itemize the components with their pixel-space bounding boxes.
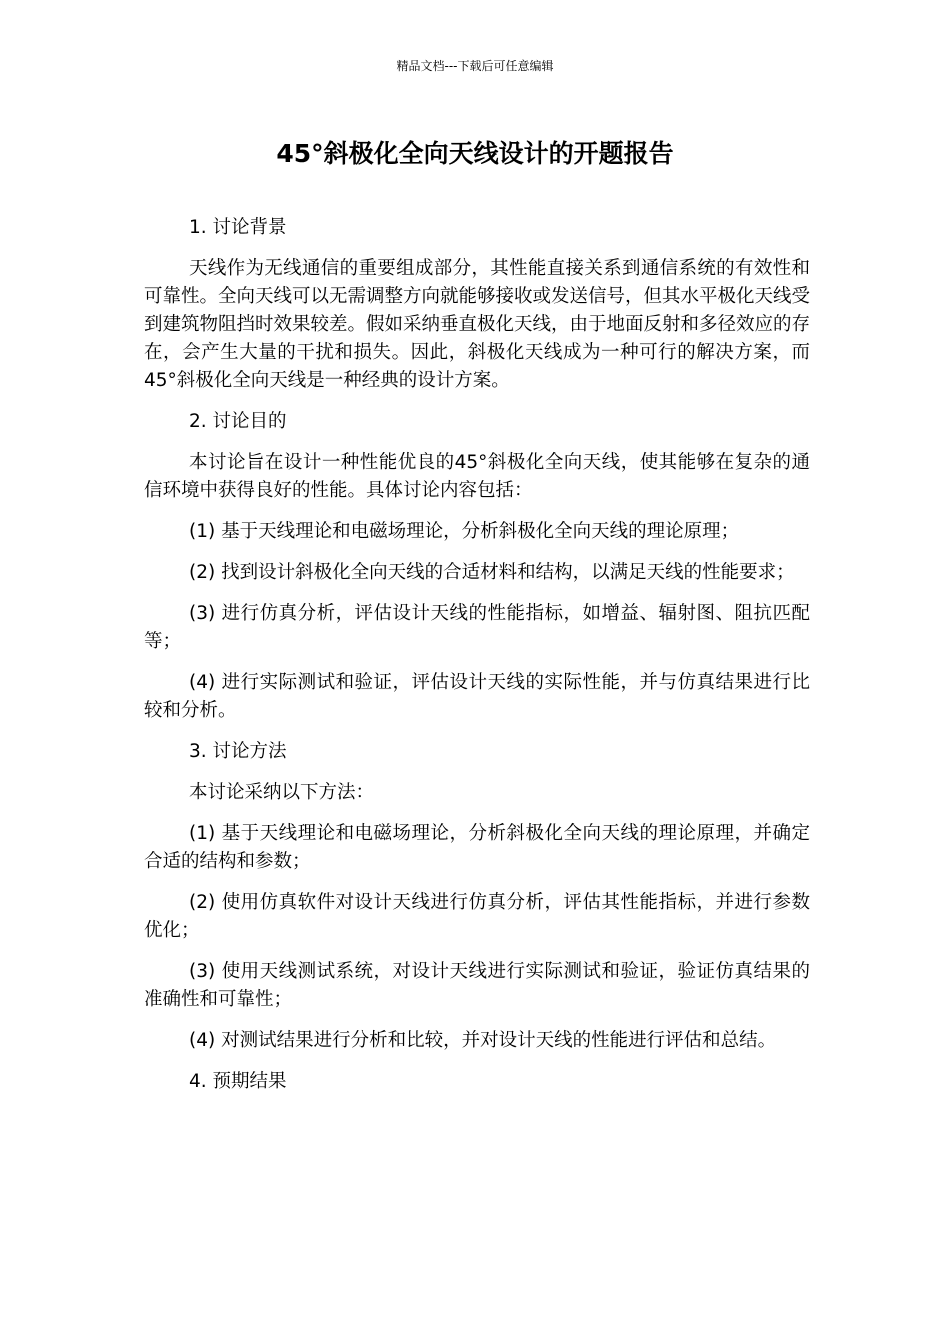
list-item-purpose-3: (3) 进行仿真分析，评估设计天线的性能指标，如增益、辐射图、阻抗匹配等； <box>144 603 810 652</box>
paragraph-purpose-intro: 本讨论旨在设计一种性能优良的45°斜极化全向天线，使其能够在复杂的通信环境中获得良好的性能。具体讨论内容包括： <box>144 452 810 501</box>
list-item-method-2: (2) 使用仿真软件对设计天线进行仿真分析，评估其性能指标，并进行参数优化； <box>144 892 810 941</box>
section-heading-expected-results: 4. 预期结果 <box>189 1071 287 1092</box>
header-note: 精品文档---下载后可任意编辑 <box>396 59 554 73</box>
list-item-method-1: (1) 基于天线理论和电磁场理论，分析斜极化全向天线的理论原理，并确定合适的结构和参数； <box>144 823 810 872</box>
list-item-purpose-4: (4) 进行实际测试和验证，评估设计天线的实际性能，并与仿真结果进行比较和分析。 <box>144 672 810 721</box>
paragraph-background: 天线作为无线通信的重要组成部分，其性能直接关系到通信系统的有效性和可靠性。全向天线可以无需调整方向就能够接收或发送信号，但其水平极化天线受到建筑物阻挡时效果较差。假如采纳垂直极化天线，由于地面反射和多径效应的存在，会产生大量的干扰和损失。因此，斜极化天线成为一种可行的解决方案，而45°斜极化全向天线是一种经典的设计方案。 <box>144 258 811 391</box>
list-item-purpose-1: (1) 基于天线理论和电磁场理论，分析斜极化全向天线的理论原理； <box>189 521 740 542</box>
section-heading-purpose: 2. 讨论目的 <box>189 411 287 432</box>
document-title: 45°斜极化全向天线设计的开题报告 <box>276 139 674 168</box>
section-heading-background: 1. 讨论背景 <box>189 217 287 238</box>
list-item-purpose-2: (2) 找到设计斜极化全向天线的合适材料和结构，以满足天线的性能要求； <box>189 562 795 583</box>
document-body <box>144 214 810 1109</box>
list-item-method-4: (4) 对测试结果进行分析和比较，并对设计天线的性能进行评估和总结。 <box>189 1030 777 1051</box>
section-heading-method: 3. 讨论方法 <box>189 741 287 762</box>
paragraph-method-intro: 本讨论采纳以下方法： <box>189 782 375 803</box>
list-item-method-3: (3) 使用天线测试系统，对设计天线进行实际测试和验证，验证仿真结果的准确性和可靠性； <box>144 961 810 1010</box>
